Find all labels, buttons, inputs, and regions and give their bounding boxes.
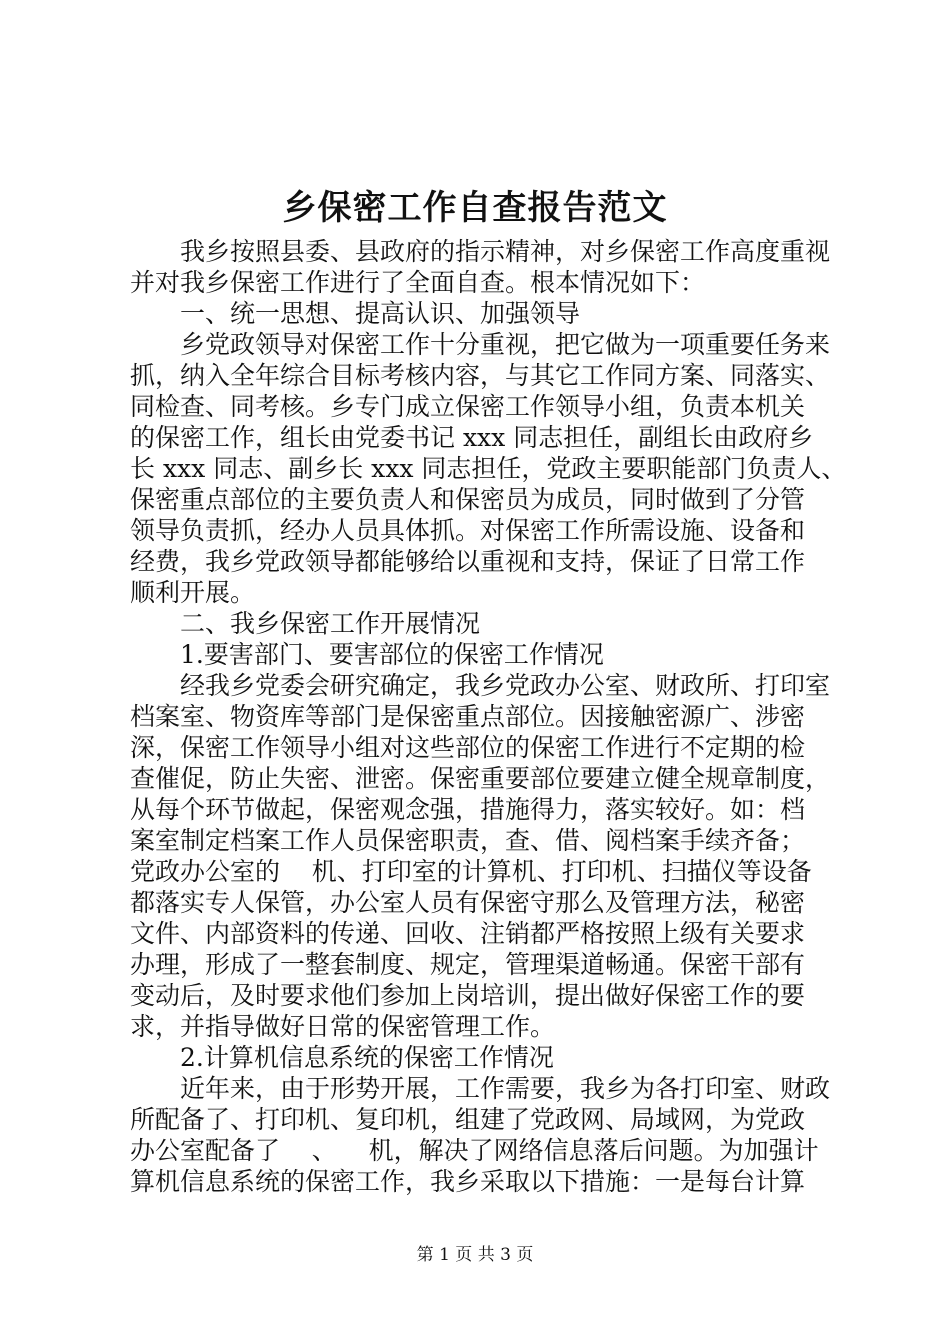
body-line: 求，并指导做好日常的保密管理工作。 bbox=[130, 1012, 556, 1041]
body-line: 1.要害部门、要害部位的保密工作情况 bbox=[180, 640, 604, 669]
body-line: 顺利开展。 bbox=[130, 578, 256, 607]
body-line: 文件、内部资料的传递、回收、注销都严格按照上级有关要求 bbox=[130, 919, 806, 948]
body-line: 从每个环节做起，保密观念强，措施得力，落实较好。如：档 bbox=[130, 795, 806, 824]
body-line: 长 xxx 同志、副乡长 xxx 同志担任，党政主要职能部门负责人、 bbox=[130, 454, 847, 483]
body-line: 党政办公室的 机、打印室的计算机、打印机、扫描仪等设备 bbox=[130, 857, 812, 886]
document-body bbox=[130, 236, 847, 1197]
body-line: 的保密工作，组长由党委书记 xxx 同志担任，副组长由政府乡 bbox=[130, 423, 814, 452]
body-line: 变动后，及时要求他们参加上岗培训，提出做好保密工作的要 bbox=[130, 981, 806, 1010]
body-line: 深，保密工作领导小组对这些部位的保密工作进行不定期的检 bbox=[130, 733, 806, 762]
body-line: 所配备了、打印机、复印机，组建了党政网、局域网，为党政 bbox=[130, 1105, 806, 1134]
body-line: 乡党政领导对保密工作十分重视，把它做为一项重要任务来 bbox=[180, 330, 831, 359]
body-line: 领导负责抓，经办人员具体抓。对保密工作所需设施、设备和 bbox=[130, 516, 806, 545]
body-line: 一、统一思想、提高认识、加强领导 bbox=[180, 299, 581, 328]
body-line: 档案室、物资库等部门是保密重点部位。因接触密源广、涉密 bbox=[130, 702, 806, 731]
body-line: 办公室配备了 、 机，解决了网络信息落后问题。为加强计 bbox=[130, 1136, 819, 1165]
body-line: 我乡按照县委、县政府的指示精神，对乡保密工作高度重视 bbox=[180, 237, 831, 266]
body-line: 算机信息系统的保密工作，我乡采取以下措施：一是每台计算 bbox=[130, 1167, 806, 1196]
body-line: 都落实专人保管，办公室人员有保密守那么及管理方法，秘密 bbox=[130, 888, 806, 917]
body-line: 案室制定档案工作人员保密职责，查、借、阅档案手续齐备； bbox=[130, 826, 806, 855]
body-line: 经我乡党委会研究确定，我乡党政办公室、财政所、打印室 bbox=[180, 671, 831, 700]
body-line: 查催促，防止失密、泄密。保密重要部位要建立健全规章制度， bbox=[130, 764, 831, 793]
body-line: 抓，纳入全年综合目标考核内容，与其它工作同方案、同落实、 bbox=[130, 361, 831, 390]
body-line: 二、我乡保密工作开展情况 bbox=[180, 609, 481, 638]
body-line: 保密重点部位的主要负责人和保密员为成员，同时做到了分管 bbox=[130, 485, 806, 514]
body-line: 近年来，由于形势开展，工作需要，我乡为各打印室、财政 bbox=[180, 1074, 831, 1103]
body-line: 办理，形成了一整套制度、规定，管理渠道畅通。保密干部有 bbox=[130, 950, 806, 979]
document-title: 乡保密工作自查报告范文 bbox=[282, 188, 668, 228]
body-line: 同检查、同考核。乡专门成立保密工作领导小组，负责本机关 bbox=[130, 392, 806, 421]
body-line: 2.计算机信息系统的保密工作情况 bbox=[180, 1043, 554, 1072]
body-line: 并对我乡保密工作进行了全面自查。根本情况如下： bbox=[130, 268, 706, 297]
page-footer: 第 1 页 共 3 页 bbox=[416, 1245, 534, 1265]
body-line: 经费，我乡党政领导都能够给以重视和支持，保证了日常工作 bbox=[130, 547, 806, 576]
